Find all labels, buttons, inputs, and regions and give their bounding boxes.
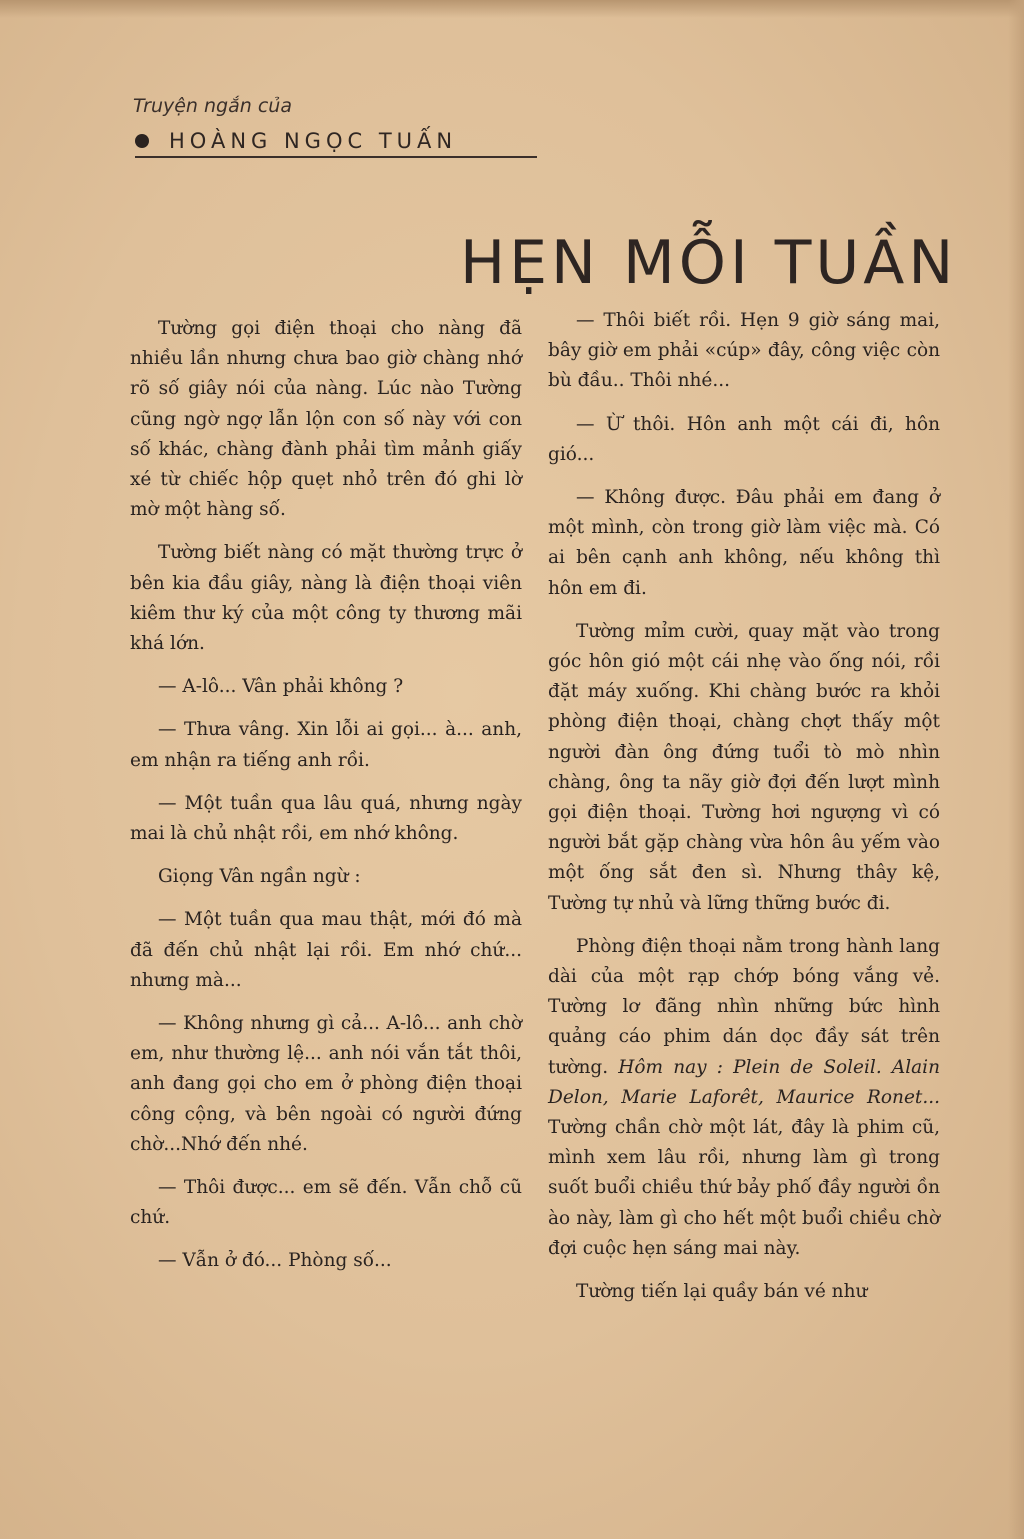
paragraph: — A-lô... Vân phải không ? bbox=[158, 676, 404, 698]
left-column bbox=[130, 314, 522, 1290]
paragraph: — Thôi được... em sẽ đến. Vẫn chỗ cũ chứ. bbox=[130, 1177, 522, 1229]
paragraph: Tường mỉm cười, quay mặt vào trong góc hôn gió một cái nhẹ vào ống nói, rồi đặt máy xuống. Khi chàng bước ra khỏi phòng điện thoại, chàng chợt thấy một người đàn ông đứng tuổi tò mò nhìn chàng, ông ta nãy giờ đợi đến lượt mình gọi điện thoại. Tường hơi ngượng vì có người bắt gặp chàng vừa hôn âu yếm vào một ống sắt đen sì. Nhưng thây kệ, Tường tự nhủ và lững thững bước đi. bbox=[548, 620, 940, 914]
right-column bbox=[548, 306, 940, 1320]
paragraph-text: Phòng điện thoại nằm trong hành lang dài của một rạp chớp bóng vắng vẻ. Tường lơ đãng nhìn những bức hình quảng cáo phim dán dọc đầy sát trên tường. bbox=[548, 935, 940, 1078]
paragraph: Tường biết nàng có mặt thường trực ở bên kia đầu giây, nàng là điện thoại viên kiêm thư ký của một công ty thương mãi khá lớn. bbox=[130, 542, 522, 655]
story-kicker: Truyện ngắn của bbox=[133, 95, 292, 117]
paragraph: — Thôi biết rồi. Hẹn 9 giờ sáng mai, bây giờ em phải «cúp» đây, công việc còn bù đầu.. Thôi nhé... bbox=[548, 310, 940, 392]
paragraph: — Không được. Đâu phải em đang ở một mình, còn trong giờ làm việc mà. Có ai bên cạnh anh không, nếu không thì hôn em đi. bbox=[548, 487, 940, 599]
paragraph: — Vẫn ở đó... Phòng số... bbox=[158, 1250, 392, 1272]
paragraph bbox=[548, 932, 940, 1264]
page-edge-shadow bbox=[0, 0, 1024, 18]
paragraph: — Thưa vâng. Xin lỗi ai gọi... à... anh, em nhận ra tiếng anh rồi. bbox=[130, 719, 522, 771]
paragraph: Tường tiến lại quầy bán vé như bbox=[576, 1281, 868, 1303]
paragraph: — Không nhưng gì cả... A-lô... anh chờ em, như thường lệ... anh nói vắn tắt thôi, anh đang gọi cho em ở phòng điện thoại công cộng, và bên ngoài có người đứng chờ...Nhớ đến nhé. bbox=[130, 1013, 522, 1155]
author-line bbox=[135, 126, 537, 158]
paragraph: Tường gọi điện thoại cho nàng đã nhiều lần nhưng chưa bao giờ chàng nhớ rõ số giây nói của nàng. Lúc nào Tường cũng ngờ ngợ lẫn lộn con số này với con số khác, chàng đành phải tìm mảnh giấy xé từ chiếc hộp quẹt nhỏ trên đó ghi lờ mờ một hàng số. bbox=[130, 318, 522, 521]
story-title: HẸN MỖI TUẦN bbox=[460, 228, 958, 299]
paragraph: Giọng Vân ngần ngừ : bbox=[158, 866, 361, 888]
paragraph-text: Tường chần chờ một lát, đây là phim cũ, mình xem lâu rồi, nhưng làm gì trong suốt buổi chiều thứ bảy phố đầy người ồn ào này, làm gì cho hết một buổi chiều chờ đợi cuộc hẹn sáng mai này. bbox=[548, 1117, 940, 1259]
page-edge-shadow-right bbox=[1008, 0, 1024, 1539]
paragraph: — Ừ thôi. Hôn anh một cái đi, hôn gió... bbox=[548, 413, 940, 465]
movie-poster-text: Hôm nay : Plein de Soleil. Alain Delon, Marie Laforêt, Maurice Ronet... bbox=[548, 1056, 940, 1108]
bullet-icon bbox=[135, 134, 149, 148]
paragraph: — Một tuần qua mau thật, mới đó mà đã đến chủ nhật lại rồi. Em nhớ chứ... nhưng mà... bbox=[130, 909, 522, 991]
author-name: HOÀNG NGỌC TUẤN bbox=[169, 129, 458, 153]
paragraph: — Một tuần qua lâu quá, nhưng ngày mai là chủ nhật rồi, em nhớ không. bbox=[130, 792, 522, 845]
